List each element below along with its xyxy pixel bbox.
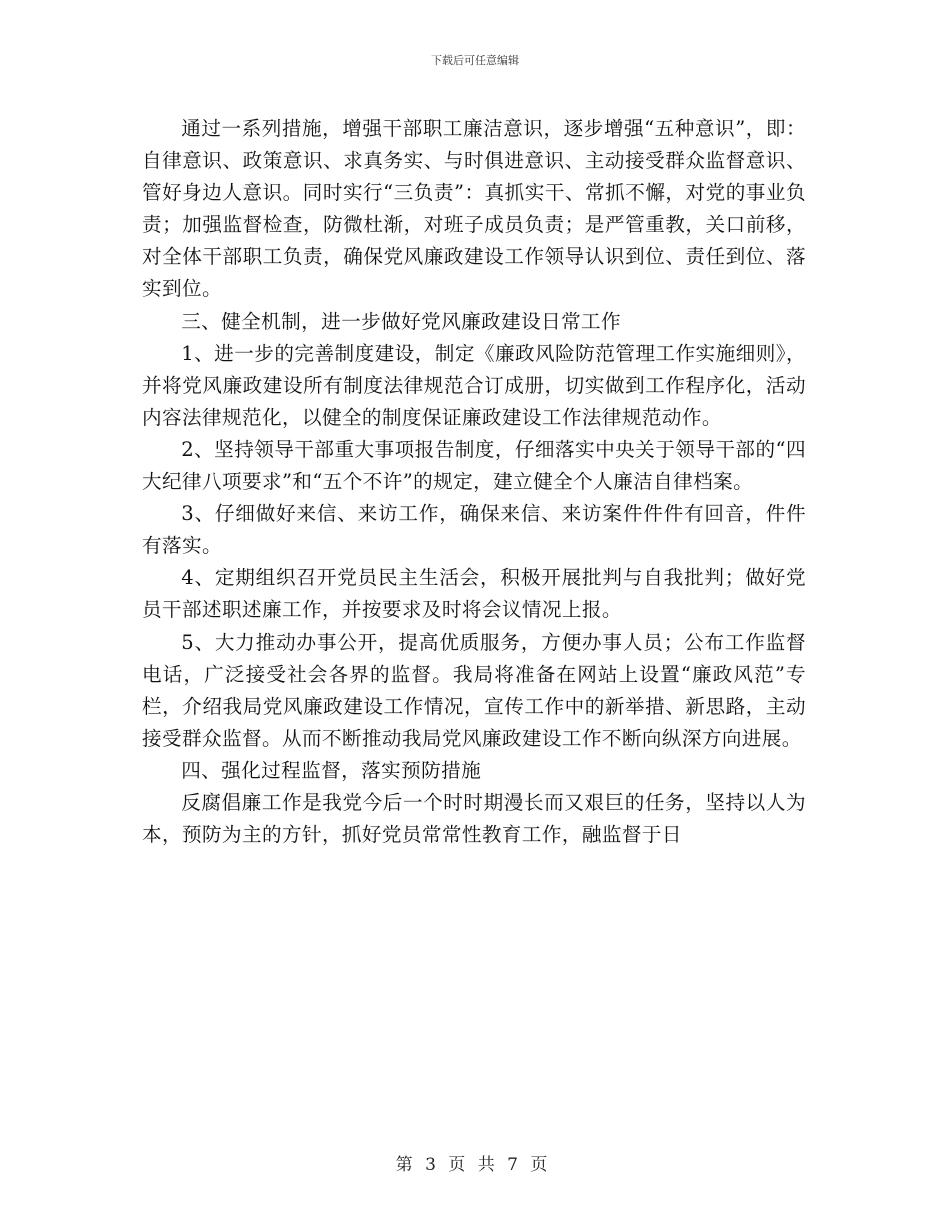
paragraph-measures: 通过一系列措施，增强干部职工廉洁意识，逐步增强“五种意识”，即：自律意识、政策意识、求真务实、与时俱进意识、主动接受群众监督意识、管好身边人意识。同时实行“三负责”：真抓实干、常抓不懈，对党的事业负责；加强监督检查，防微杜渐，对班子成员负责；是严管重教，关口前移，对全体干部职工负责，确保党风廉政建设工作领导认识到位、责任到位、落实到位。 xyxy=(142,117,806,301)
footer-total-pages: 7 xyxy=(507,1155,518,1175)
footer-label-total: 共 xyxy=(477,1155,495,1175)
footer-label-unit-end: 页 xyxy=(530,1155,548,1175)
paragraph-item-1: 1、进一步的完善制度建设，制定《廉政风险防范管理工作实施细则》，并将党风廉政建设所有制度法律规范合订成册，切实做到工作程序化，活动内容法律规范化，以健全的制度保证廉政建设工作法律规范动作。 xyxy=(142,341,806,429)
paragraph-anticorruption: 反腐倡廉工作是我党今后一个时时期漫长而又艰巨的任务，坚持以人为本，预防为主的方针，抓好党员常常性教育工作，融监督于日 xyxy=(142,790,806,847)
paragraph-item-3: 3、仔细做好来信、来访工作，确保来信、来访案件件件有回音，件件有落实。 xyxy=(142,502,806,558)
section-heading-3: 三、健全机制，进一步做好党风廉政建设日常工作 xyxy=(181,309,622,333)
paragraph-item-5: 5、大力推动办事公开，提高优质服务，方便办事人员；公布工作监督电话，广泛接受社会各界的监督。我局将准备在网站上设置“廉政风范”专栏，介绍我局党风廉政建设工作情况，宣传工作中的新举措、新思路，主动接受群众监督。从而不断推动我局党风廉政建设工作不断向纵深方向进展。 xyxy=(142,630,806,750)
header-text: 下载后可任意编辑 xyxy=(431,54,519,67)
footer-label-page: 第 xyxy=(395,1155,413,1175)
paragraph-item-2: 2、坚持领导干部重大事项报告制度，仔细落实中央关于领导干部的“四大纪律八项要求”和“五个不许”的规定，建立健全个人廉洁自律档案。 xyxy=(142,437,806,494)
page-header xyxy=(0,53,950,69)
paragraph-item-4: 4、定期组织召开党员民主生活会，积极开展批判与自我批判；做好党员干部述职述廉工作，并按要求及时将会议情况上报。 xyxy=(142,566,806,622)
document-body xyxy=(142,113,806,851)
section-heading-4: 四、强化过程监督，落实预防措施 xyxy=(181,758,482,782)
footer-label-unit: 页 xyxy=(448,1155,466,1175)
footer-current-page: 3 xyxy=(425,1155,436,1175)
page-footer xyxy=(0,1153,950,1177)
